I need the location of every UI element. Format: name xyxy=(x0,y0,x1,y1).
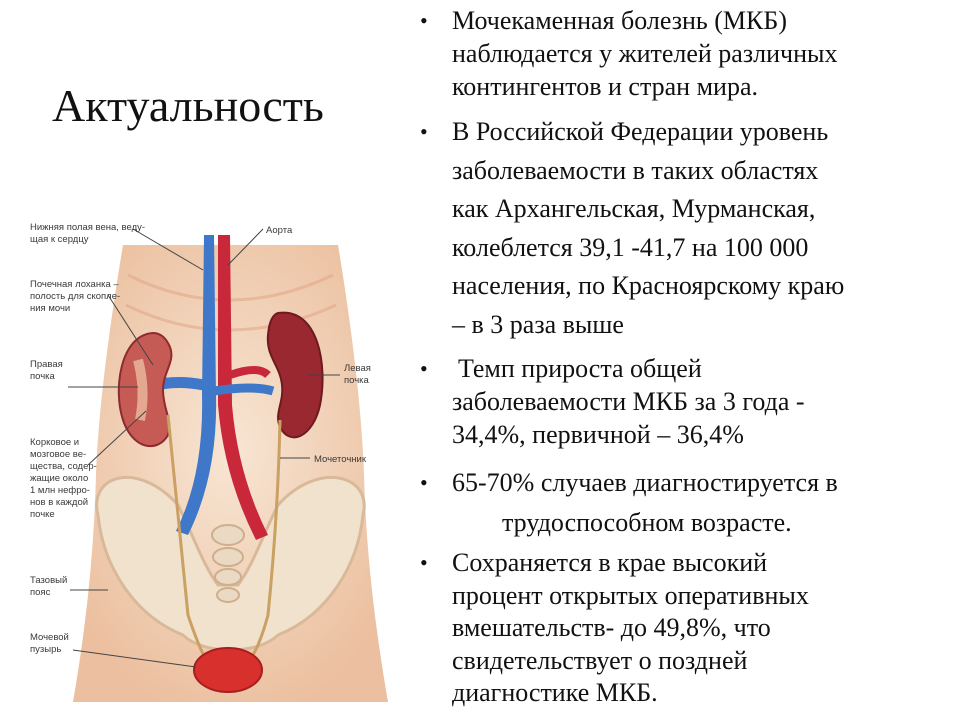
bullet-list xyxy=(412,4,942,710)
label-aorta: Аорта xyxy=(266,225,293,236)
bullet-item: • Темп прироста общей заболеваемости МКБ за 3 года - 34,4%, первичной – 36,4% xyxy=(420,354,805,449)
label-right-kidney: Правая почка xyxy=(30,359,63,382)
label-cortex: Корковое и мозговое ве- щества, содер- жащие около 1 млн нефро- нов в каждой почке xyxy=(30,437,97,520)
bullet-dot: • xyxy=(420,550,428,575)
label-bladder: Мочевой пузырь xyxy=(30,632,69,655)
renal-vein-left xyxy=(214,388,273,391)
label-ureter: Мочеточник xyxy=(314,454,366,465)
label-renal-pelvis: Почечная лоханка – полость для скопле- ния мочи xyxy=(30,279,121,314)
bullet-item: • 65-70% случаев диагностируется в трудоспособном возрасте. xyxy=(412,463,942,543)
bullet-dot: • xyxy=(420,119,428,144)
label-pelvic-belt: Тазовый пояс xyxy=(30,575,68,598)
anatomy-drawing xyxy=(28,215,423,702)
label-vena-cava: Нижняя полая вена, веду- щая к сердцу xyxy=(30,222,146,245)
kidney-anatomy-illustration xyxy=(28,215,423,702)
bullet-item: • Сохраняется в крае высокий процент открытых оперативных вмешательств- до 49,8%, что свидетельствует о поздней диагностике МКБ. xyxy=(420,548,809,707)
bullet-dot: • xyxy=(420,356,428,381)
bladder xyxy=(194,648,262,692)
slide-title: Актуальность xyxy=(52,80,324,131)
bullet-item: • В Российской Федерации уровень заболеваемости в таких областях как Архангельская, Мурманская, колеблется 39,1 -41,7 на 100 000 населения, по Красноярскому краю – в 3 раза выше xyxy=(412,113,942,344)
right-kidney-inner xyxy=(138,360,143,420)
bullet-item: • Мочекаменная болезнь (МКБ) наблюдается у жителей различных контингентов и стран мира. xyxy=(420,6,838,101)
bullet-dot: • xyxy=(420,470,428,495)
label-left-kidney: Левая почка xyxy=(344,363,371,386)
bullet-dot: • xyxy=(420,8,428,33)
